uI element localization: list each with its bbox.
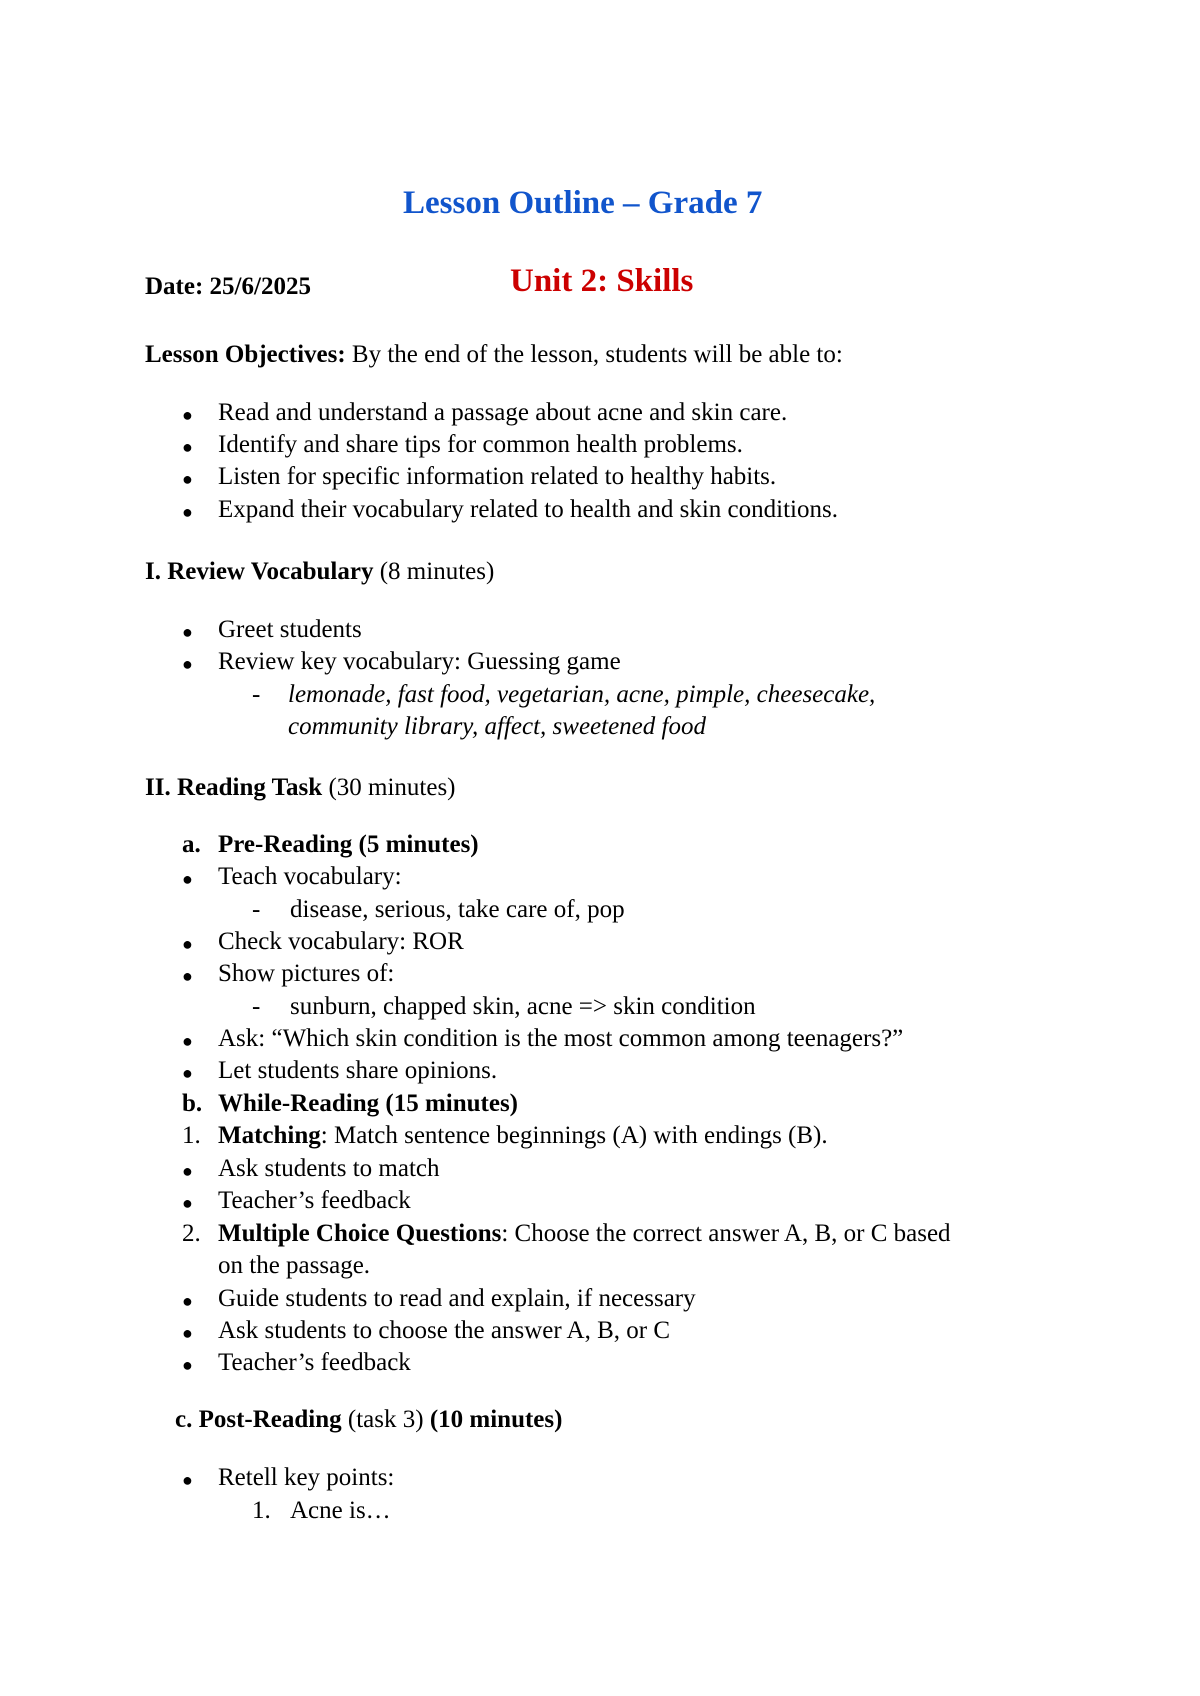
list-item: Ask students to match bbox=[218, 1155, 440, 1182]
bullet-icon: ● bbox=[182, 934, 193, 954]
bullet-icon: ● bbox=[182, 1193, 193, 1213]
list-item: Guide students to read and explain, if necessary bbox=[218, 1285, 696, 1312]
bullet-icon: ● bbox=[182, 469, 193, 489]
task-multiple-choice-cont: on the passage. bbox=[218, 1252, 371, 1279]
bullet-icon: ● bbox=[182, 1355, 193, 1375]
section-heading-review: I. Review Vocabulary (8 minutes) bbox=[145, 558, 495, 585]
bullet-icon: ● bbox=[182, 622, 193, 642]
dash-marker: - bbox=[252, 993, 261, 1020]
objective-item: Identify and share tips for common health problems. bbox=[218, 431, 743, 458]
list-number: 2. bbox=[182, 1220, 201, 1247]
bullet-icon: ● bbox=[182, 1161, 193, 1181]
list-item: Show pictures of: bbox=[218, 960, 395, 987]
objective-item: Read and understand a passage about acne and skin care. bbox=[218, 399, 788, 426]
vocab-list-line1: lemonade, fast food, vegetarian, acne, pimple, cheesecake, bbox=[288, 681, 876, 708]
bullet-icon: ● bbox=[182, 1291, 193, 1311]
list-item: Greet students bbox=[218, 616, 362, 643]
list-item: Review key vocabulary: Guessing game bbox=[218, 648, 621, 675]
list-item: Let students share opinions. bbox=[218, 1057, 498, 1084]
list-number: 1. bbox=[182, 1122, 201, 1149]
list-item: Ask students to choose the answer A, B, or C bbox=[218, 1317, 671, 1344]
list-marker: b. bbox=[182, 1090, 203, 1117]
list-item: Teacher’s feedback bbox=[218, 1187, 411, 1214]
objective-item: Expand their vocabulary related to health and skin conditions. bbox=[218, 496, 838, 523]
sub-list-item: Acne is… bbox=[290, 1497, 391, 1524]
objective-item: Listen for specific information related to healthy habits. bbox=[218, 463, 777, 490]
sub-list-item: sunburn, chapped skin, acne => skin condition bbox=[290, 993, 756, 1020]
bullet-icon: ● bbox=[182, 1470, 193, 1490]
task-multiple-choice: Multiple Choice Questions: Choose the correct answer A, B, or C based bbox=[218, 1220, 951, 1247]
bullet-icon: ● bbox=[182, 1063, 193, 1083]
objectives-intro: Lesson Objectives: By the end of the lesson, students will be able to: bbox=[145, 341, 843, 368]
bullet-icon: ● bbox=[182, 1031, 193, 1051]
list-item: Retell key points: bbox=[218, 1464, 395, 1491]
sub-list-item: disease, serious, take care of, pop bbox=[290, 896, 625, 923]
bullet-icon: ● bbox=[182, 654, 193, 674]
bullet-icon: ● bbox=[182, 502, 193, 522]
list-number: 1. bbox=[252, 1497, 271, 1524]
list-item: Ask: “Which skin condition is the most common among teenagers?” bbox=[218, 1025, 904, 1052]
bullet-icon: ● bbox=[182, 1323, 193, 1343]
subheading-post-reading: c. Post-Reading (task 3) (10 minutes) bbox=[175, 1406, 563, 1433]
list-item: Teach vocabulary: bbox=[218, 863, 402, 890]
objectives-label: Lesson Objectives: bbox=[145, 341, 346, 368]
unit-title: Unit 2: Skills bbox=[510, 263, 694, 299]
bullet-icon: ● bbox=[182, 405, 193, 425]
list-marker: a. bbox=[182, 831, 201, 858]
lesson-date: Date: 25/6/2025 bbox=[145, 273, 311, 300]
bullet-icon: ● bbox=[182, 869, 193, 889]
bullet-icon: ● bbox=[182, 437, 193, 457]
dash-marker: - bbox=[252, 896, 261, 923]
vocab-list-line2: community library, affect, sweetened food bbox=[288, 713, 706, 740]
section-heading-reading: II. Reading Task (30 minutes) bbox=[145, 774, 456, 801]
bullet-icon: ● bbox=[182, 966, 193, 986]
subheading-while-reading: While-Reading (15 minutes) bbox=[218, 1090, 519, 1117]
subheading-pre-reading: Pre-Reading (5 minutes) bbox=[218, 831, 479, 858]
dash-marker: - bbox=[252, 681, 261, 708]
list-item: Teacher’s feedback bbox=[218, 1349, 411, 1376]
task-matching: Matching: Match sentence beginnings (A) with endings (B). bbox=[218, 1122, 828, 1149]
list-item: Check vocabulary: ROR bbox=[218, 928, 464, 955]
document-title: Lesson Outline – Grade 7 bbox=[403, 185, 763, 221]
